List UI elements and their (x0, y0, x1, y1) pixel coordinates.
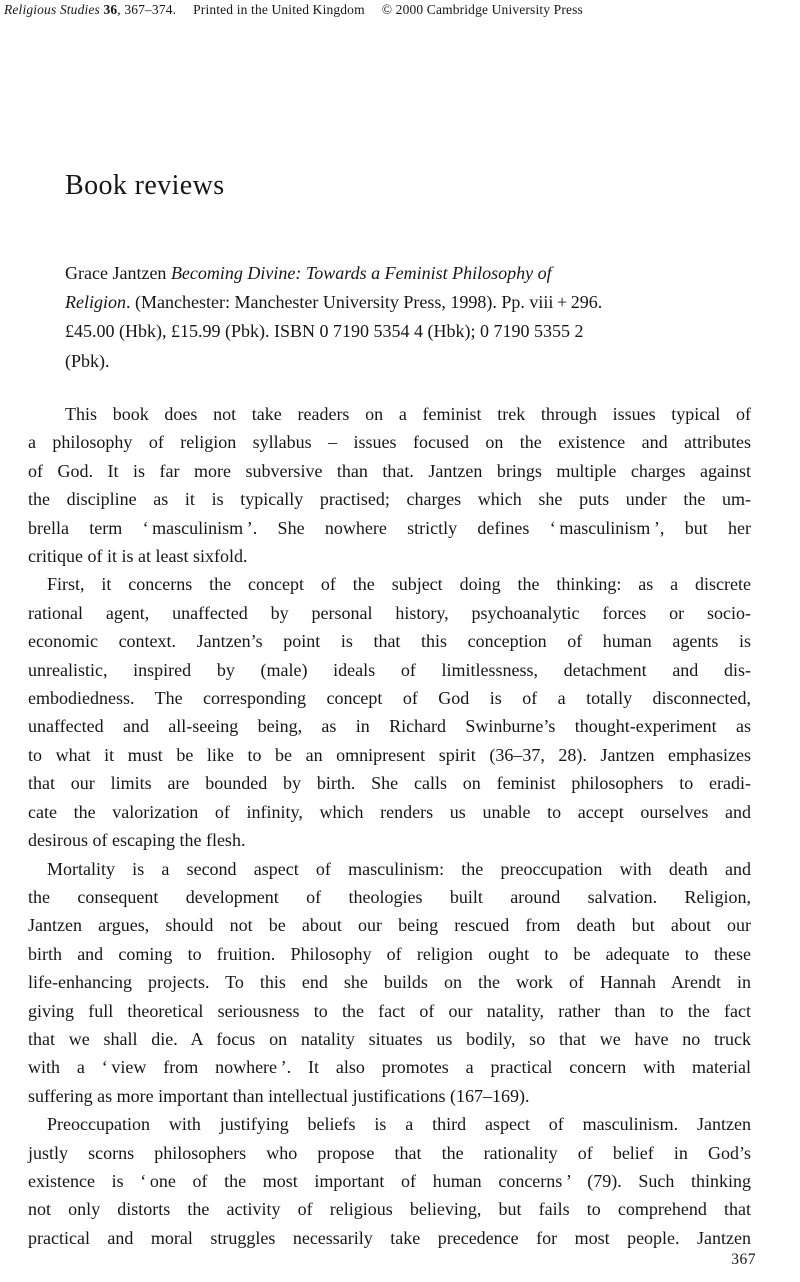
citation-text: (Pbk). (65, 350, 110, 371)
text-line: critique of it is at least sixfold. (28, 546, 248, 567)
volume-number: 36 (103, 2, 118, 17)
text-line: economic context. Jantzen’s point is that this conception of human agents is (28, 631, 751, 652)
paragraph (28, 570, 751, 854)
text-line: that our limits are bounded by birth. She calls on feminist philosophers to eradi- (28, 773, 751, 794)
text-line: suffering as more important than intellectual justifications (167–169). (28, 1085, 530, 1106)
text-line: cate the valorization of infinity, which renders us unable to accept ourselves and (28, 801, 751, 822)
paragraph (28, 1110, 751, 1252)
text-line: Mortality is a second aspect of masculinism: the preoccupation with death and (47, 858, 751, 879)
paragraph (28, 855, 751, 1111)
text-line: to what it must be like to be an omnipresent spirit (36–37, 28). Jantzen emphasizes (28, 744, 751, 765)
text-line: brella term ‘ masculinism ’. She nowhere strictly defines ‘ masculinism ’, but her (28, 517, 751, 538)
text-line: unaffected and all-seeing being, as in Richard Swinburne’s thought-experiment as (28, 716, 751, 737)
page-title: Book reviews (65, 170, 225, 201)
citation-line (65, 259, 735, 288)
book-citation (65, 259, 735, 376)
text-line: that we shall die. A focus on natality situates us bodily, so that we have no truck (28, 1028, 751, 1049)
book-title-italic: Religion (65, 292, 126, 313)
text-line: existence is ‘ one of the most important of human concerns ’ (79). Such thinking (28, 1170, 751, 1191)
printed-in-note: Printed in the United Kingdom (193, 2, 365, 17)
citation-text: Grace Jantzen (65, 263, 171, 283)
text-line: life-enhancing projects. To this end she builds on the work of Hannah Arendt in (28, 972, 751, 993)
text-line: of God. It is far more subversive than that. Jantzen brings multiple charges against (28, 460, 751, 481)
copyright-note: © 2000 Cambridge University Press (381, 2, 583, 17)
citation-text: £45.00 (Hbk), £15.99 (Pbk). ISBN 0 7190 5354 4 (Hbk); 0 7190 5355 2 (65, 321, 584, 342)
text-line: Jantzen argues, should not be about our being rescued from death but about our (28, 915, 751, 936)
text-line: giving full theoretical seriousness to the fact of our natality, rather than to the fact (28, 1000, 751, 1021)
text-line: not only distorts the activity of religious believing, but fails to comprehend that (28, 1199, 751, 1220)
text-line: practical and moral struggles necessarily take precedence for most people. Jantzen (28, 1227, 751, 1248)
citation-line (65, 288, 735, 317)
text-line: First, it concerns the concept of the subject doing the thinking: as a discrete (47, 574, 751, 595)
page-range: , 367–374. (117, 2, 177, 17)
paragraph (28, 400, 751, 570)
text-line: This book does not take readers on a feminist trek through issues typical of (65, 404, 751, 424)
citation-line (65, 317, 735, 346)
text-line: the discipline as it is typically practised; charges which she puts under the um- (28, 489, 751, 510)
citation-text: . (Manchester: Manchester University Press, 1998). Pp. viii + 296. (126, 292, 603, 313)
page-number: 367 (731, 1251, 756, 1268)
text-line: embodiedness. The corresponding concept of God is of a totally disconnected, (28, 688, 751, 709)
text-line: rational agent, unaffected by personal history, psychoanalytic forces or socio- (28, 602, 751, 623)
text-line: justly scorns philosophers who propose that the rationality of belief in God’s (28, 1142, 751, 1163)
text-line: the consequent development of theologies built around salvation. Religion, (28, 886, 751, 907)
journal-name: Religious Studies (4, 2, 104, 17)
text-line: with a ‘ view from nowhere ’. It also promotes a practical concern with material (28, 1057, 751, 1078)
text-line: a philosophy of religion syllabus – issues focused on the existence and attributes (28, 432, 751, 453)
book-title-italic: Becoming Divine: Towards a Feminist Philosophy of (170, 263, 552, 283)
text-line: unrealistic, inspired by (male) ideals of limitlessness, detachment and dis- (28, 659, 751, 680)
citation-line (65, 347, 735, 376)
running-head (4, 1, 583, 18)
review-body (28, 400, 751, 1252)
text-line: Preoccupation with justifying beliefs is a third aspect of masculinism. Jantzen (47, 1114, 751, 1135)
text-line: desirous of escaping the flesh. (28, 830, 246, 851)
text-line: birth and coming to fruition. Philosophy of religion ought to be adequate to these (28, 943, 751, 964)
